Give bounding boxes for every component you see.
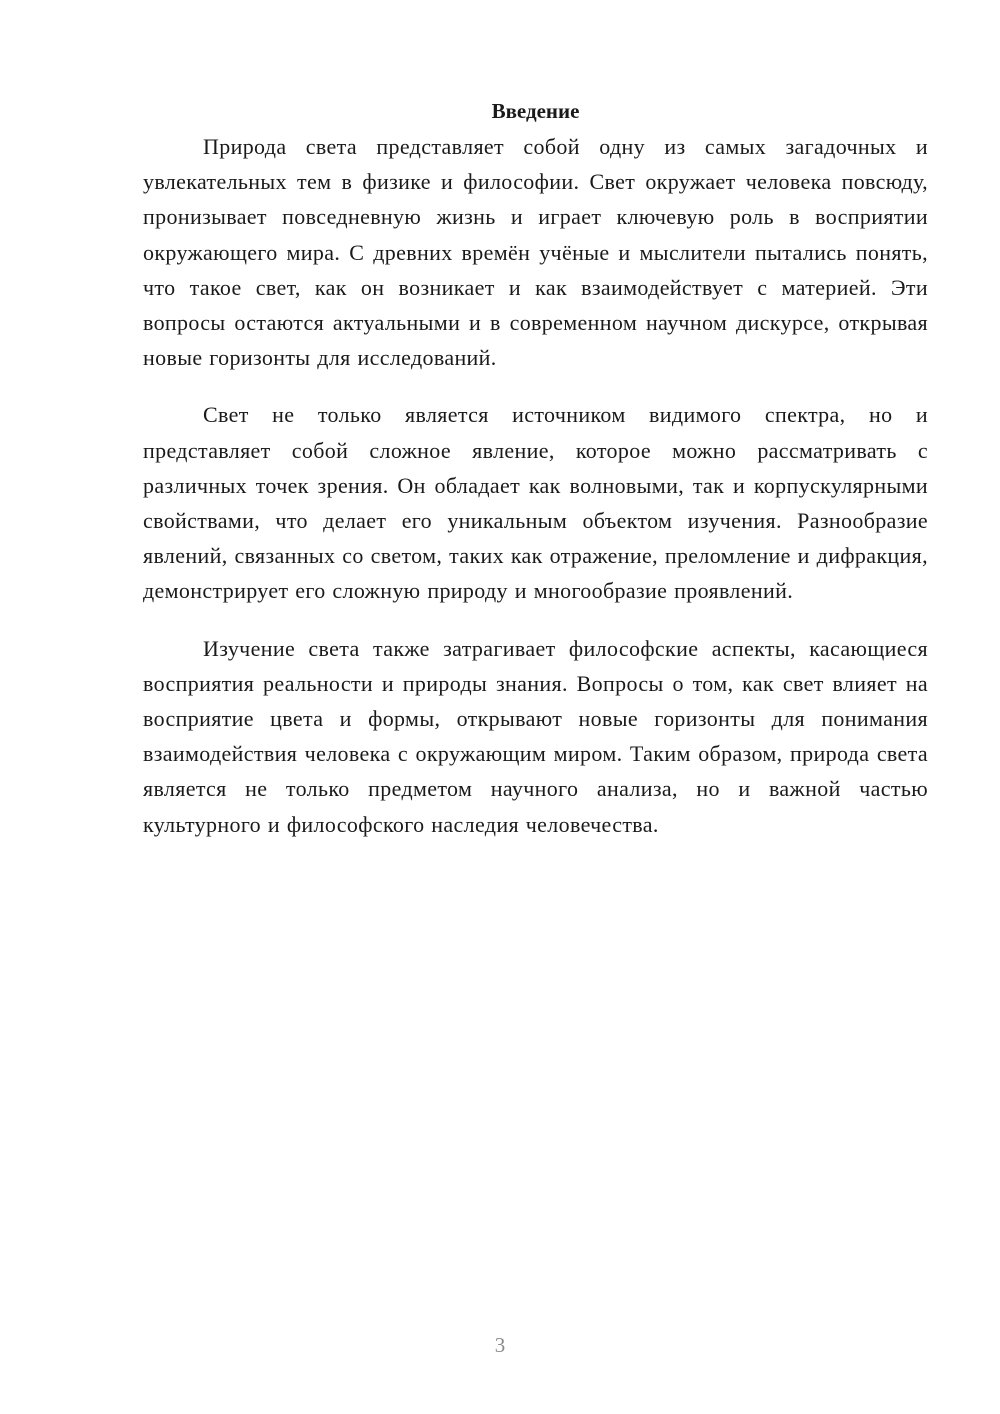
section-heading: Введение	[491, 99, 580, 123]
paragraph-1: Природа света представляет собой одну из самых загадочных и увлекательных тем в физике и философии. Свет окружает человека повсюду, пронизывает повседневную жизнь и играет ключевую роль в восприятии окружающего мира. С древних времён учёные и мыслители пытались понять, что такое свет, как он возникает и как взаимодействует с материей. Эти вопросы остаются актуальными и в современном научном дискурсе, открывая новые горизонты для исследований.	[143, 134, 928, 371]
page-content	[143, 94, 928, 864]
paragraph-2: Свет не только является источником видимого спектра, но и представляет собой сложное явление, которое можно рассматривать с различных точек зрения. Он обладает как волновыми, так и корпускулярными свойствами, что делает его уникальным объектом изучения. Разнообразие явлений, связанных со светом, таких как отражение, преломление и дифракция, демонстрирует его сложную природу и многообразие проявлений.	[143, 402, 928, 604]
paragraph-3: Изучение света также затрагивает философские аспекты, касающиеся восприятия реальности и природы знания. Вопросы о том, как свет влияет на восприятие цвета и формы, открывают новые горизонты для понимания взаимодействия человека с окружающим миром. Таким образом, природа света является не только предметом научного анализа, но и важной частью культурного и философского наследия человечества.	[143, 635, 928, 837]
page-number: 3	[494, 1333, 506, 1357]
